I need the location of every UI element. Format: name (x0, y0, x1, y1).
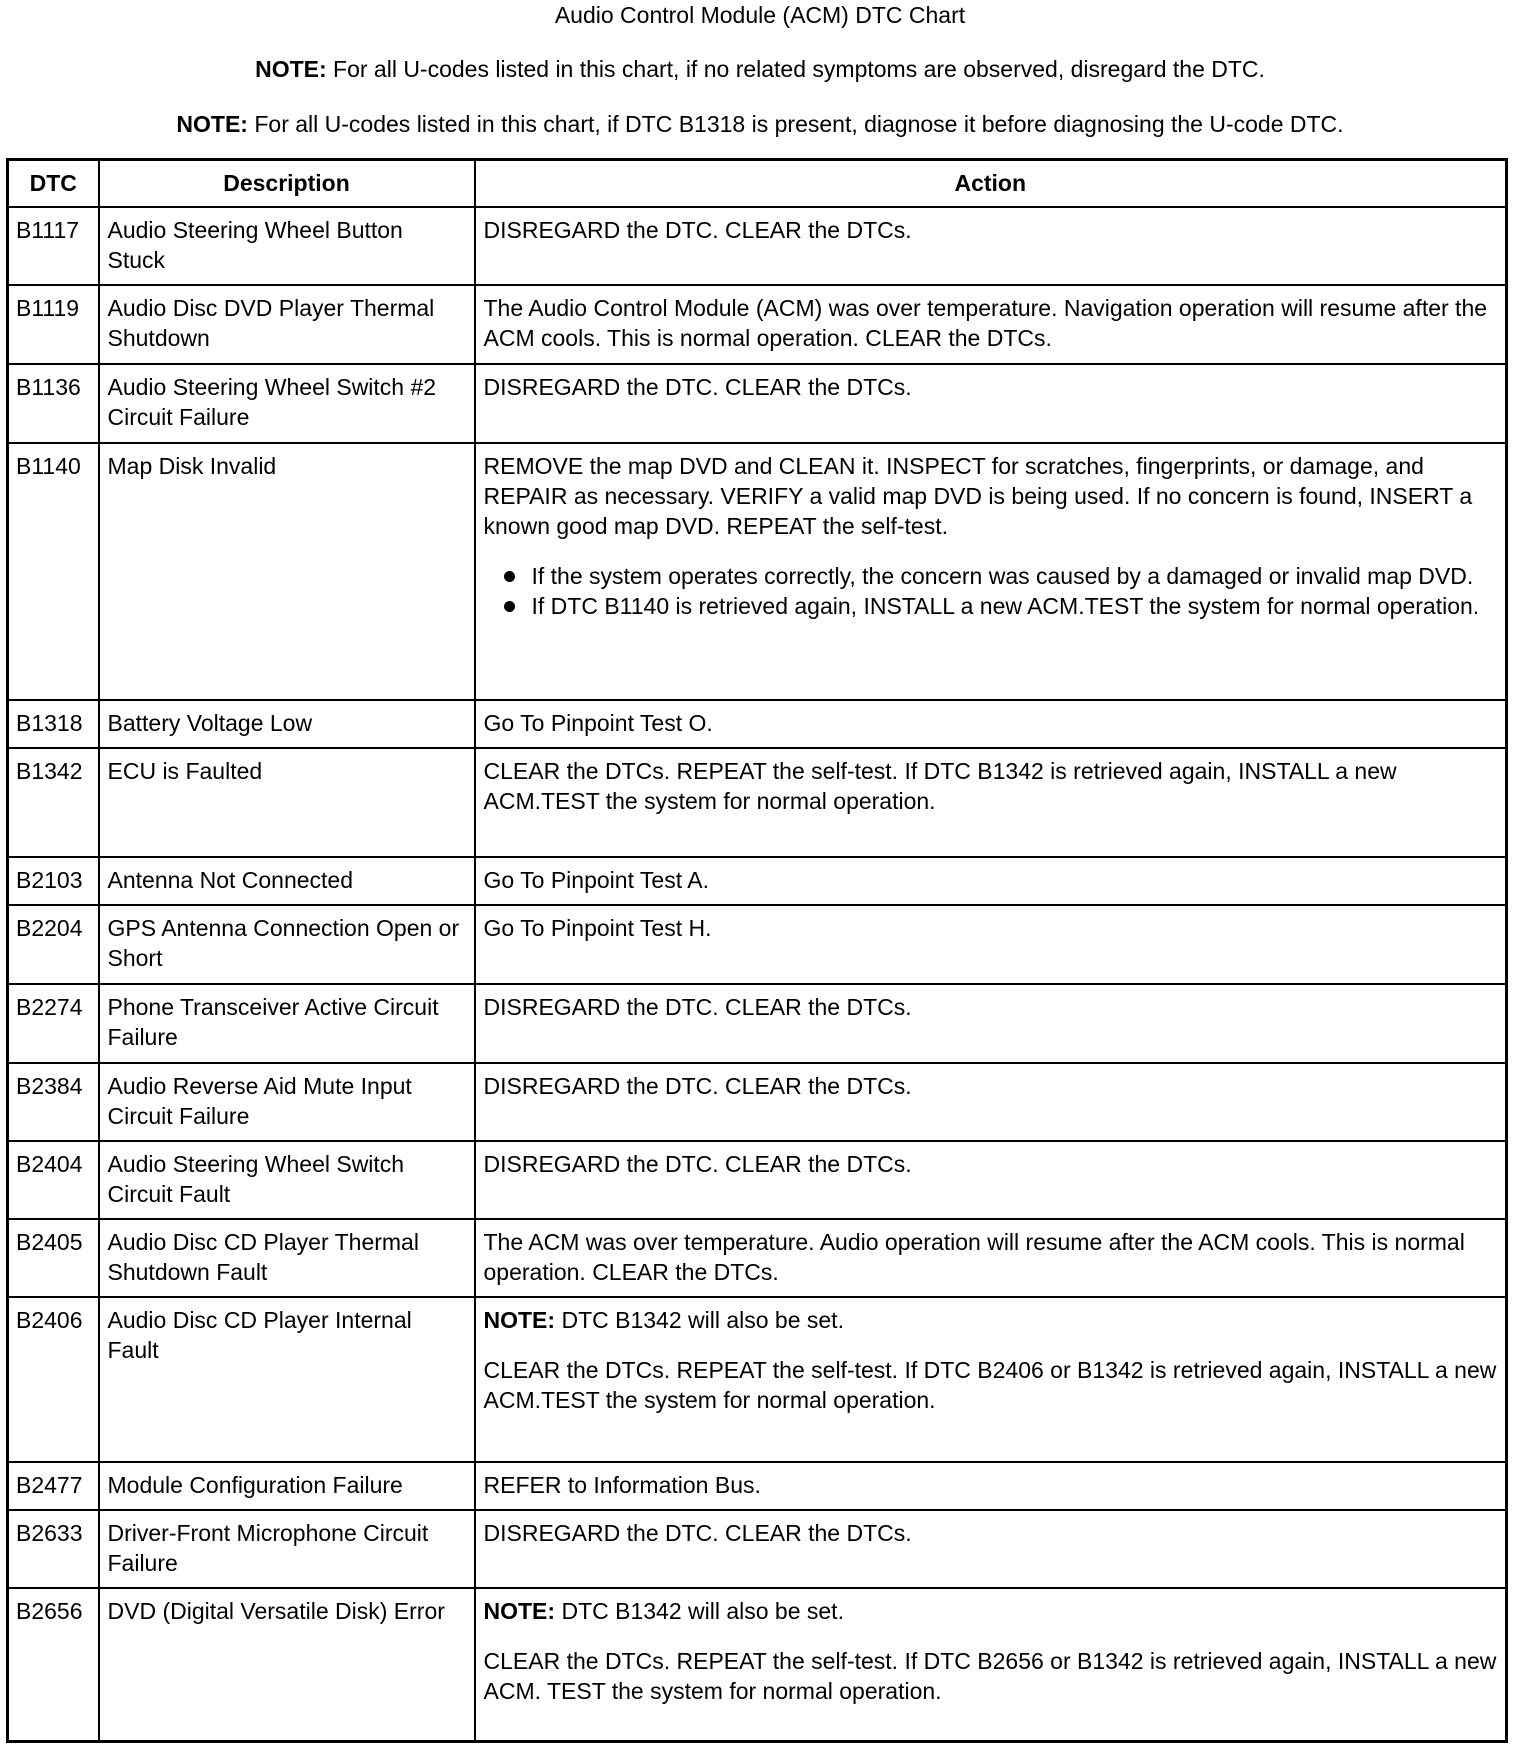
table-row (8, 285, 1507, 364)
column-header-description: Description (99, 160, 475, 207)
dtc-action (475, 207, 1507, 285)
action-paragraph: Go To Pinpoint Test O. (483, 709, 713, 736)
table-row (8, 700, 1507, 748)
table-row (8, 1510, 1507, 1588)
dtc-action (475, 1141, 1507, 1219)
action-paragraph: REMOVE the map DVD and CLEAN it. INSPECT for scratches, fingerprints, or damage, and REPAIR as necessary. VERIFY a valid map DVD is being used. If no concern is found, INSERT a known good map DVD. REPEAT the self-test. (483, 452, 1473, 539)
table-row (8, 443, 1507, 700)
action-paragraph: The Audio Control Module (ACM) was over temperature. Navigation operation will resume after the ACM cools. This is normal operation. CLEAR the DTCs. (483, 294, 1488, 351)
action-paragraph: DISREGARD the DTC. CLEAR the DTCs. (483, 373, 912, 400)
dtc-description: DVD (Digital Versatile Disk) Error (99, 1588, 475, 1742)
dtc-code: B1119 (8, 285, 99, 364)
page-title: Audio Control Module (ACM) DTC Chart (554, 2, 966, 28)
dtc-description: Audio Reverse Aid Mute Input Circuit Failure (99, 1063, 475, 1141)
action-note (484, 1596, 1498, 1626)
dtc-description: GPS Antenna Connection Open or Short (99, 905, 475, 984)
dtc-action (475, 857, 1507, 905)
dtc-description: Audio Disc CD Player Thermal Shutdown Fault (99, 1219, 475, 1297)
dtc-code: B1136 (8, 364, 99, 443)
dtc-code: B2406 (8, 1297, 99, 1462)
table-row (8, 905, 1507, 984)
dtc-action (475, 984, 1507, 1063)
dtc-code: B1318 (8, 700, 99, 748)
table-row (8, 1297, 1507, 1462)
note-label: NOTE: (483, 1597, 556, 1624)
action-paragraph: DISREGARD the DTC. CLEAR the DTCs. (483, 1519, 912, 1546)
action-paragraph: CLEAR the DTCs. REPEAT the self-test. If DTC B2656 or B1342 is retrieved again, INSTALL a new ACM. TEST the system for normal operation. (483, 1647, 1497, 1704)
dtc-description: Phone Transceiver Active Circuit Failure (99, 984, 475, 1063)
note-label: NOTE: (255, 56, 327, 82)
table-row (8, 207, 1507, 285)
note-u-codes-b1318 (0, 109, 1520, 139)
dtc-action (475, 364, 1507, 443)
note-text: For all U-codes listed in this chart, if DTC B1318 is present, diagnose it before diagnosing the U-code DTC. (247, 111, 1344, 137)
dtc-action (475, 1219, 1507, 1297)
note-text: For all U-codes listed in this chart, if no related symptoms are observed, disregard the DTC. (326, 56, 1265, 82)
dtc-description: Map Disk Invalid (99, 443, 475, 700)
table-header-row (8, 160, 1507, 207)
dtc-code: B1342 (8, 748, 99, 857)
dtc-code: B2384 (8, 1063, 99, 1141)
dtc-description: Module Configuration Failure (99, 1462, 475, 1510)
table-row (8, 1219, 1507, 1297)
table-row (8, 1063, 1507, 1141)
table-row (8, 748, 1507, 857)
dtc-description: Audio Steering Wheel Button Stuck (99, 207, 475, 285)
dtc-code: B2633 (8, 1510, 99, 1588)
dtc-action (475, 1297, 1507, 1462)
dtc-action (475, 905, 1507, 984)
action-note (484, 1305, 1498, 1335)
dtc-code: B2103 (8, 857, 99, 905)
note-text: DTC B1342 will also be set. (555, 1306, 844, 1333)
action-paragraph: REFER to Information Bus. (483, 1471, 761, 1498)
table-row (8, 984, 1507, 1063)
table-row (8, 1462, 1507, 1510)
action-paragraph: Go To Pinpoint Test H. (483, 914, 712, 941)
dtc-code: B2477 (8, 1462, 99, 1510)
action-bullet-item: If the system operates correctly, the concern was caused by a damaged or invalid map DVD. (484, 561, 1498, 591)
dtc-code: B2274 (8, 984, 99, 1063)
action-paragraph: DISREGARD the DTC. CLEAR the DTCs. (483, 993, 912, 1020)
dtc-description: Audio Disc DVD Player Thermal Shutdown (99, 285, 475, 364)
note-label: NOTE: (483, 1306, 556, 1333)
column-header-dtc: DTC (8, 160, 99, 207)
dtc-description: Audio Steering Wheel Switch #2 Circuit Failure (99, 364, 475, 443)
dtc-action (475, 1588, 1507, 1742)
action-paragraph: CLEAR the DTCs. REPEAT the self-test. If DTC B2406 or B1342 is retrieved again, INSTALL a new ACM.TEST the system for normal operation. (483, 1356, 1497, 1413)
dtc-action (475, 1462, 1507, 1510)
dtc-code: B2204 (8, 905, 99, 984)
dtc-code: B1140 (8, 443, 99, 700)
action-paragraph: The ACM was over temperature. Audio operation will resume after the ACM cools. This is normal operation. CLEAR the DTCs. (483, 1228, 1465, 1285)
dtc-code: B2404 (8, 1141, 99, 1219)
note-u-codes-symptoms (0, 54, 1520, 84)
dtc-code: B2656 (8, 1588, 99, 1742)
action-bullet-item: If DTC B1140 is retrieved again, INSTALL a new ACM.TEST the system for normal operation. (484, 591, 1498, 621)
dtc-action (475, 285, 1507, 364)
action-paragraph: DISREGARD the DTC. CLEAR the DTCs. (483, 1150, 912, 1177)
action-bullet-list (484, 561, 1498, 621)
dtc-action (475, 1063, 1507, 1141)
table-row (8, 364, 1507, 443)
note-text: DTC B1342 will also be set. (555, 1597, 844, 1624)
dtc-table (6, 158, 1508, 1743)
dtc-action (475, 1510, 1507, 1588)
action-paragraph: Go To Pinpoint Test A. (483, 866, 709, 893)
dtc-description: Battery Voltage Low (99, 700, 475, 748)
dtc-action (475, 748, 1507, 857)
table-row (8, 1141, 1507, 1219)
dtc-description: Driver-Front Microphone Circuit Failure (99, 1510, 475, 1588)
action-paragraph: CLEAR the DTCs. REPEAT the self-test. If DTC B1342 is retrieved again, INSTALL a new ACM.TEST the system for normal operation. (483, 757, 1397, 814)
column-header-action: Action (475, 160, 1507, 207)
action-paragraph: DISREGARD the DTC. CLEAR the DTCs. (483, 216, 912, 243)
action-paragraph: DISREGARD the DTC. CLEAR the DTCs. (483, 1072, 912, 1099)
dtc-description: Audio Disc CD Player Internal Fault (99, 1297, 475, 1462)
dtc-description: Audio Steering Wheel Switch Circuit Fault (99, 1141, 475, 1219)
dtc-action (475, 700, 1507, 748)
table-row (8, 857, 1507, 905)
dtc-code: B1117 (8, 207, 99, 285)
table-row (8, 1588, 1507, 1742)
dtc-description: ECU is Faulted (99, 748, 475, 857)
dtc-action (475, 443, 1507, 700)
dtc-description: Antenna Not Connected (99, 857, 475, 905)
dtc-code: B2405 (8, 1219, 99, 1297)
note-label: NOTE: (176, 111, 248, 137)
